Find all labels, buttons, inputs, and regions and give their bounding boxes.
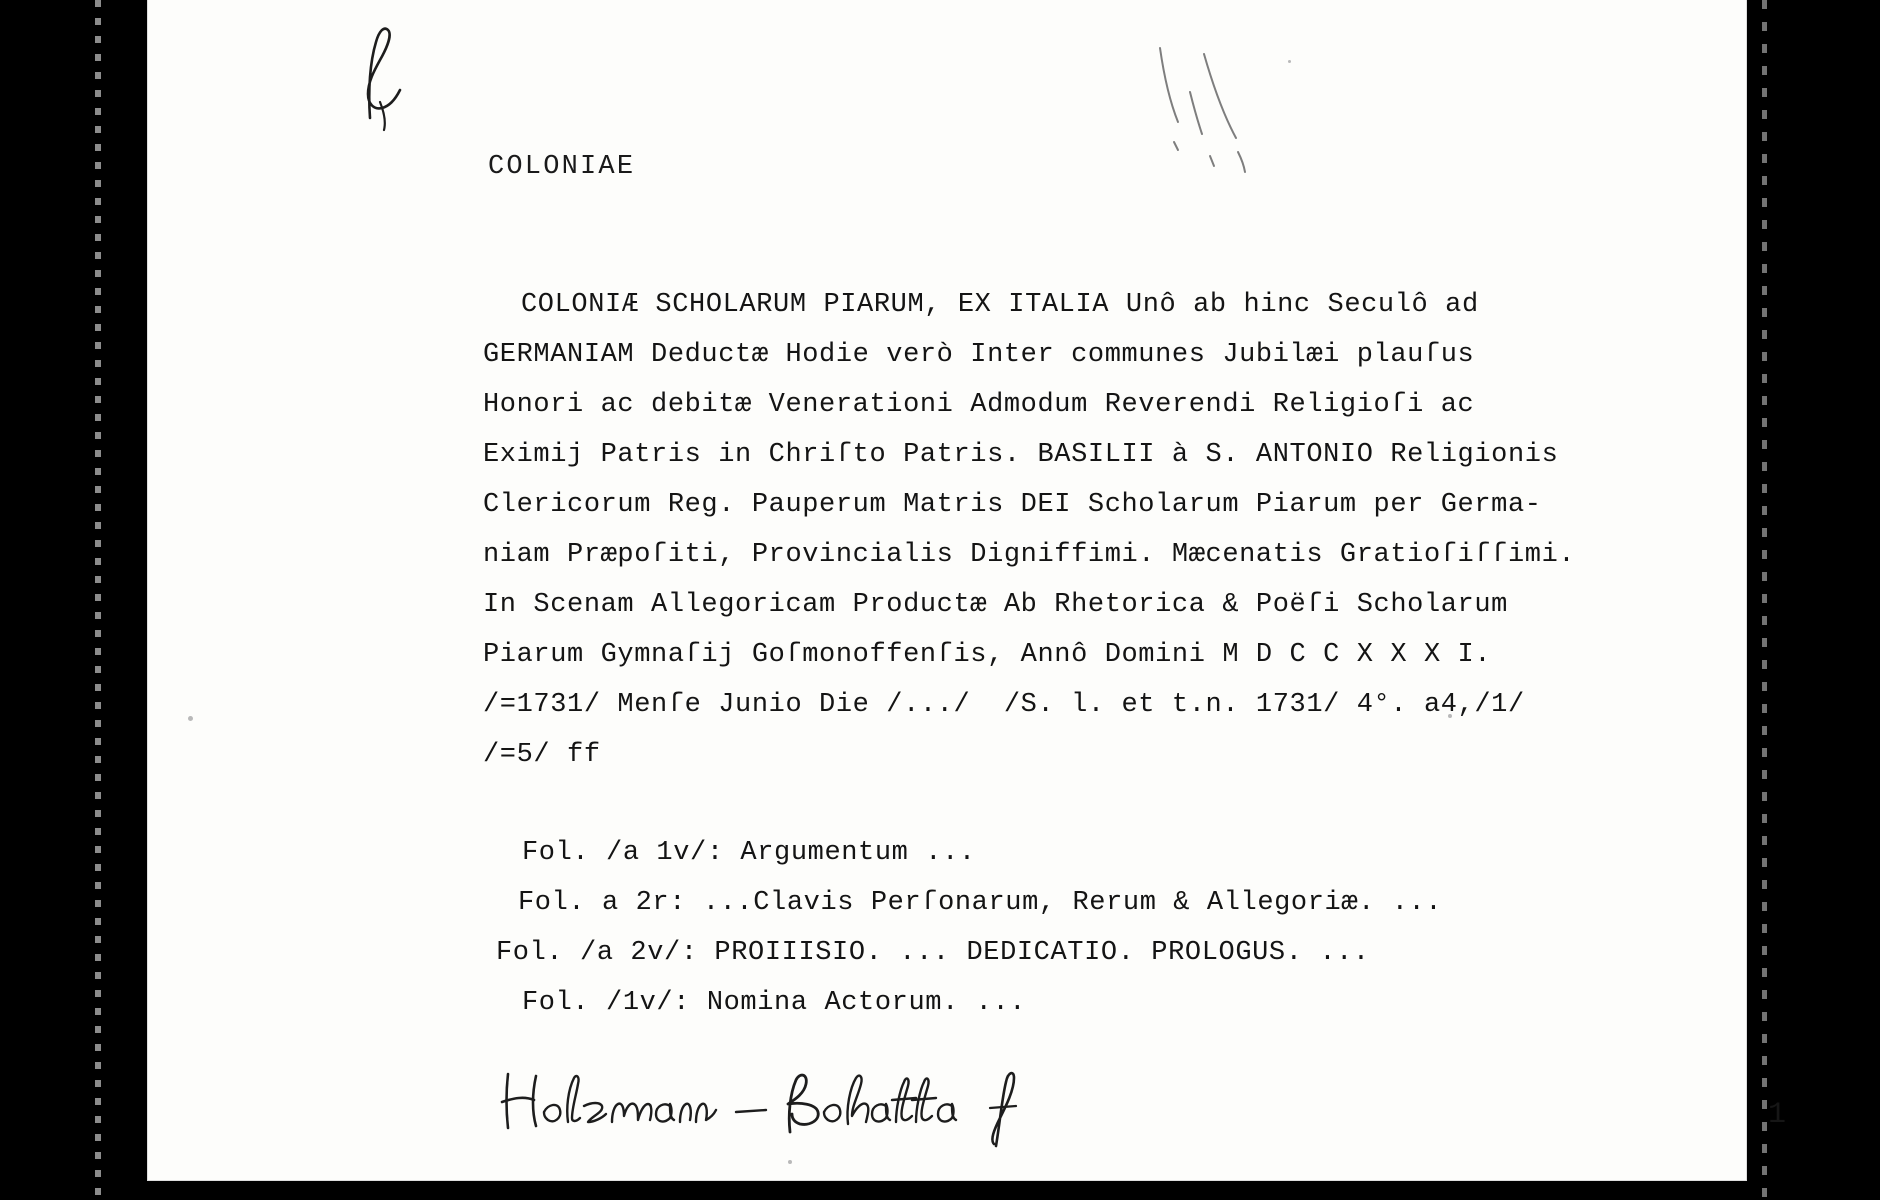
- body-line: /=1731/ Menſe Junio Die /.../ /S. l. et t.n. 1731/ 4°. a4,/1/: [483, 690, 1525, 720]
- document-body-block: [483, 280, 1713, 780]
- body-line: COLONIÆ SCHOLARUM PIARUM, EX ITALIA Unô ab hinc Seculô ad: [521, 290, 1479, 320]
- pencil-scribble-marks: [1148, 30, 1318, 200]
- page-number: 1: [1768, 1098, 1787, 1132]
- dust-speck: [188, 716, 193, 721]
- foliation-notes-block: [496, 828, 1726, 1028]
- page-heading: COLONIAE: [488, 152, 636, 182]
- body-line: /=5/ ff: [483, 740, 601, 770]
- body-line: GERMANIAM Deductæ Hodie verò Inter communes Jubilæi plauſus: [483, 340, 1475, 370]
- body-line: Honori ac debitæ Venerationi Admodum Reverendi Religioſi ac: [483, 390, 1475, 420]
- body-line: Piarum Gymnaſij Goſmonoffenſis, Annô Domini M D C C X X X I.: [483, 640, 1492, 670]
- body-line: In Scenam Allegoricam Productæ Ab Rhetorica & Poëſi Scholarum: [483, 590, 1508, 620]
- foliation-line: Fol. /a 1v/: Argumentum ...: [522, 838, 976, 868]
- foliation-line: Fol. /1v/: Nomina Actorum. ...: [522, 988, 1027, 1018]
- scanned-card-page: [148, 0, 1787, 1180]
- dust-speck: [788, 1160, 792, 1164]
- handwritten-mark-top-left: [346, 18, 436, 138]
- scan-edge-right: [1762, 0, 1767, 1200]
- scan-edge-left: [95, 0, 101, 1200]
- foliation-line: Fol. /a 2v/: PROIIISIO. ... DEDICATIO. PROLOGUS. ...: [496, 938, 1370, 968]
- handwritten-attribution: [500, 1060, 1080, 1150]
- foliation-line: Fol. a 2r: ...Clavis Perſonarum, Rerum & Allegoriæ. ...: [518, 888, 1443, 918]
- body-line: Clericorum Reg. Pauperum Matris DEI Scholarum Piarum per Germa-: [483, 490, 1542, 520]
- body-line: niam Præpoſiti, Provincialis Digniffimi. Mæcenatis Gratioſiſſimi.: [483, 540, 1576, 570]
- body-line: Eximij Patris in Chriſto Patris. BASILII à S. ANTONIO Religionis: [483, 440, 1559, 470]
